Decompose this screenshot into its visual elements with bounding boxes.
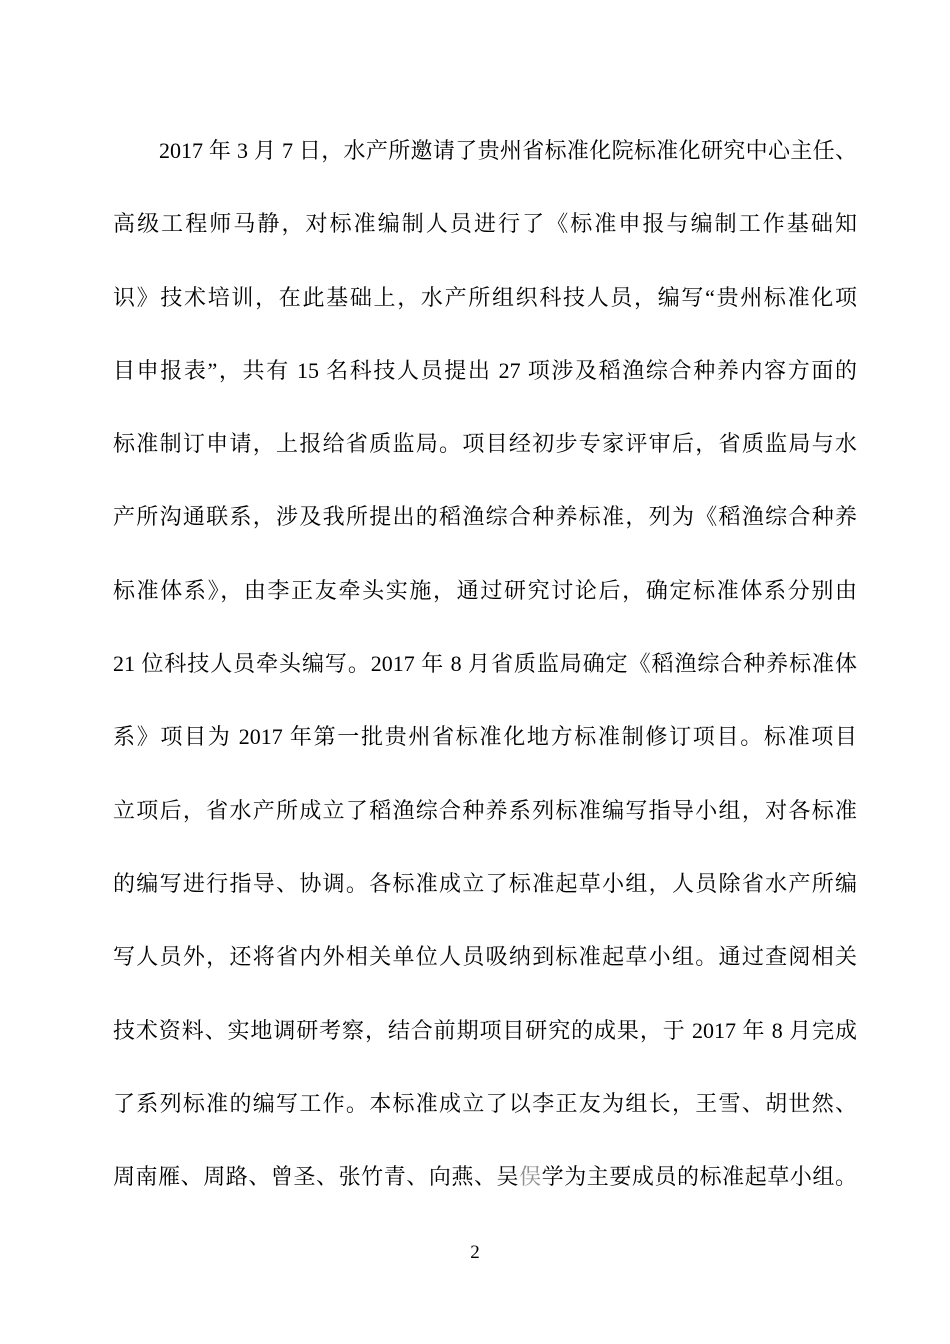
paragraph-line: 21 位科技人员牵头编写。2017 年 8 月省质监局确定《稻渔综合种养标准体 <box>113 651 857 677</box>
last-line-suffix: 学为主要成员的标准起草小组。 <box>541 1164 857 1190</box>
paragraph-line: 目申报表”，共有 15 名科技人员提出 27 项涉及稻渔综合种养内容方面的 <box>113 357 857 383</box>
highlighted-character: 俣 <box>519 1164 542 1190</box>
paragraph-line-last <box>113 1140 857 1213</box>
paragraph-line: 产所沟通联系，涉及我所提出的稻渔综合种养标准，列为《稻渔综合种养 <box>113 504 857 530</box>
paragraph-line: 2017 年 3 月 7 日，水产所邀请了贵州省标准化院标准化研究中心主任、 <box>159 138 857 163</box>
paragraph-line: 立项后，省水产所成立了稻渔综合种养系列标准编写指导小组，对各标准 <box>113 797 857 823</box>
page-footer <box>0 1240 950 1266</box>
paragraph-line: 识》技术培训，在此基础上，水产所组织科技人员，编写“贵州标准化项 <box>113 284 857 310</box>
paragraph-line: 标准体系》，由李正友牵头实施，通过研究讨论后，确定标准体系分别由 <box>113 577 857 603</box>
last-line-prefix: 周南雁、周路、曾圣、张竹青、向燕、吴 <box>113 1164 520 1190</box>
paragraph-line: 的编写进行指导、协调。各标准成立了标准起草小组，人员除省水产所编 <box>113 870 857 896</box>
paragraph-line: 系》项目为 2017 年第一批贵州省标准化地方标准制修订项目。标准项目 <box>113 724 857 750</box>
paragraph-line: 写人员外，还将省内外相关单位人员吸纳到标准起草小组。通过查阅相关 <box>113 944 857 970</box>
document-body <box>113 114 857 1213</box>
page-number: 2 <box>470 1242 480 1263</box>
paragraph-line: 高级工程师马静，对标准编制人员进行了《标准申报与编制工作基础知 <box>113 211 857 237</box>
paragraph-line: 了系列标准的编写工作。本标准成立了以李正友为组长，王雪、胡世然、 <box>113 1090 857 1116</box>
paragraph-line: 标准制订申请，上报给省质监局。项目经初步专家评审后，省质监局与水 <box>113 431 857 457</box>
paragraph-line: 技术资料、实地调研考察，结合前期项目研究的成果，于 2017 年 8 月完成 <box>113 1017 857 1043</box>
